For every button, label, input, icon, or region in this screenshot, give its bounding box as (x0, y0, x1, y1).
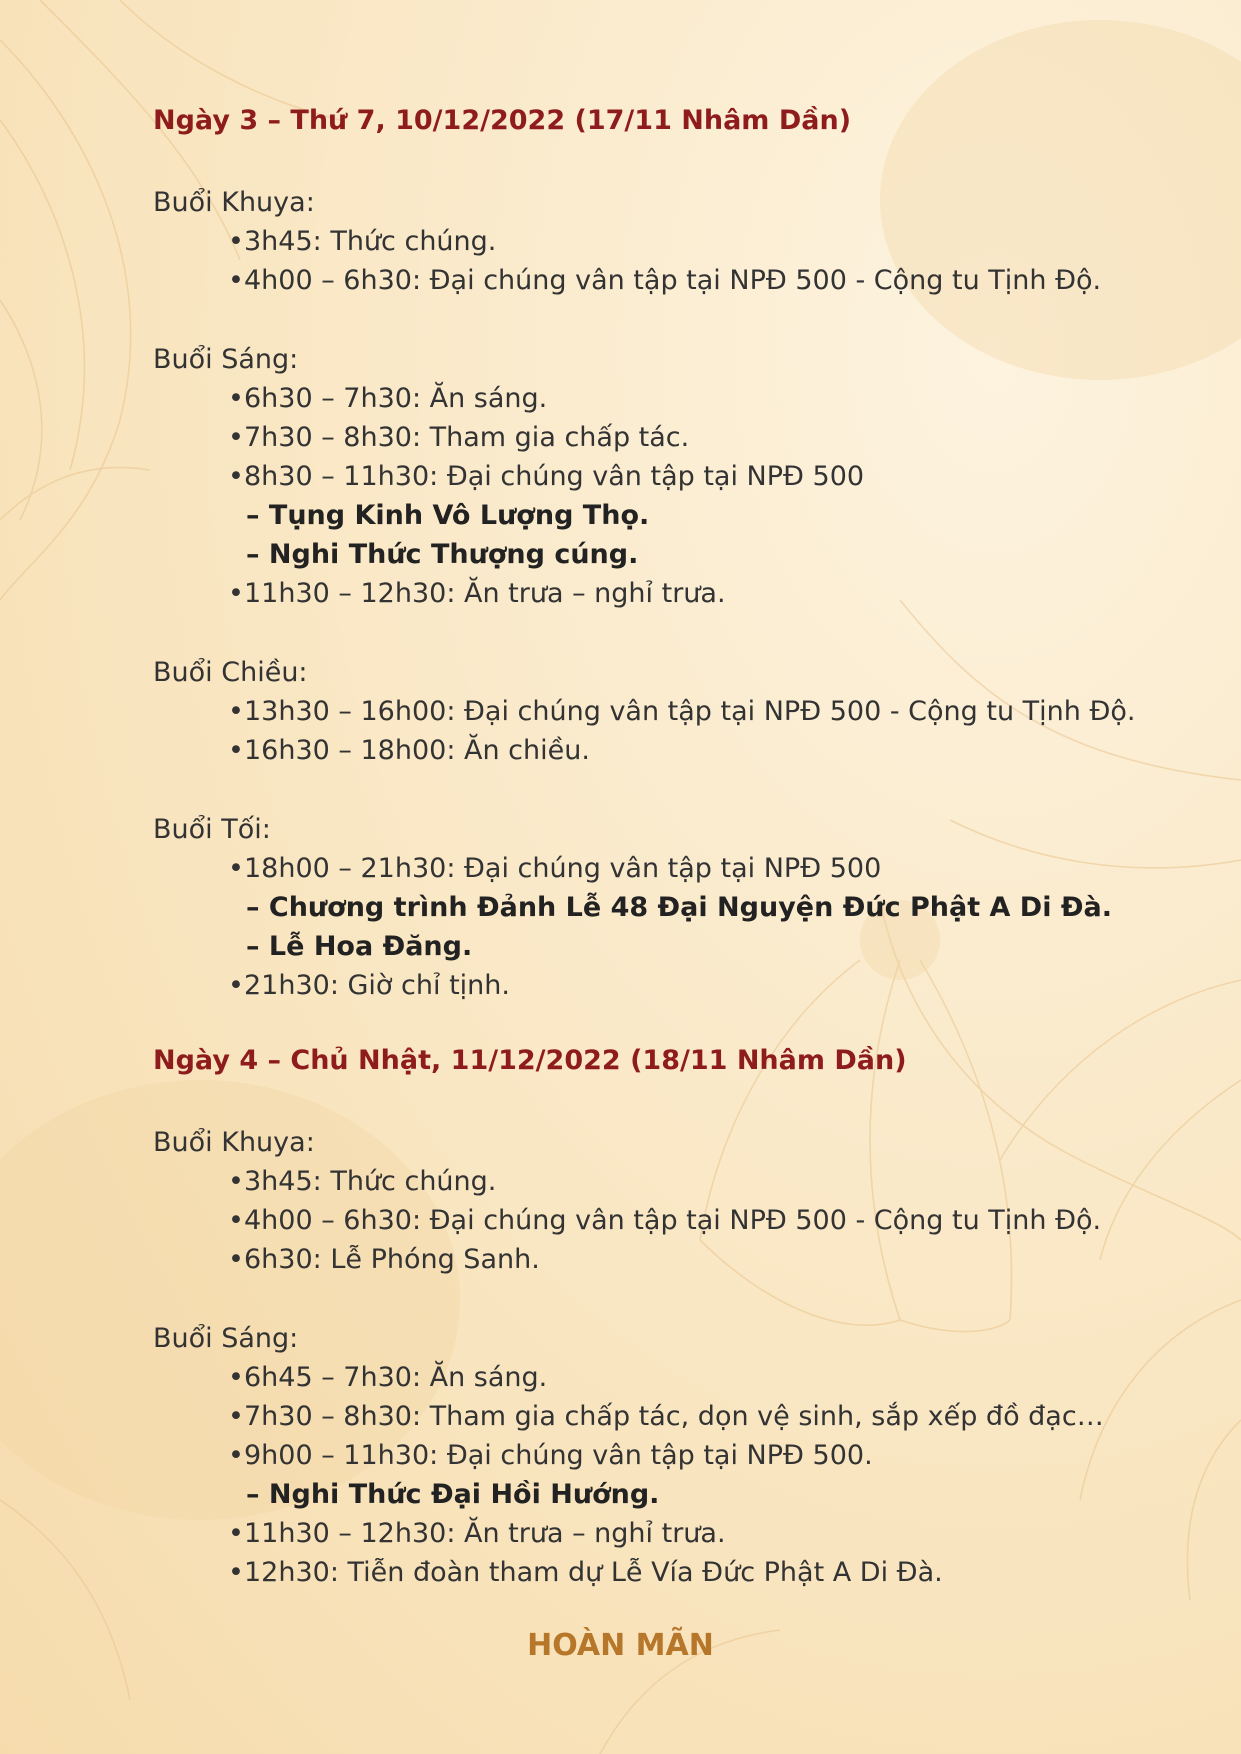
list-item: •7h30 – 8h30: Tham gia chấp tác. (228, 422, 690, 453)
day3-sang-label: Buổi Sáng: (153, 344, 299, 375)
list-item: •6h30 – 7h30: Ăn sáng. (228, 383, 548, 414)
sub-item: – Chương trình Đảnh Lễ 48 Đại Nguyện Đức Phật A Di Đà. (246, 892, 1112, 923)
day3-chieu-label: Buổi Chiều: (153, 657, 308, 688)
bullet-icon: • (228, 578, 244, 609)
list-item: •8h30 – 11h30: Đại chúng vân tập tại NPĐ 500 (228, 461, 865, 492)
bullet-icon: • (228, 970, 244, 1001)
bullet-icon: • (228, 1166, 244, 1197)
bullet-icon: • (228, 1440, 244, 1471)
list-item: •4h00 – 6h30: Đại chúng vân tập tại NPĐ 500 - Cộng tu Tịnh Độ. (228, 265, 1102, 296)
bullet-icon: • (228, 1401, 244, 1432)
sub-item: – Tụng Kinh Vô Lượng Thọ. (246, 500, 650, 531)
closing-text: HOÀN MÃN (527, 1628, 714, 1663)
bullet-icon: • (228, 1557, 244, 1588)
day4-heading: Ngày 4 – Chủ Nhật, 11/12/2022 (18/11 Nhâm Dần) (153, 1045, 907, 1076)
list-item: •3h45: Thức chúng. (228, 1166, 497, 1197)
day4-sang-label: Buổi Sáng: (153, 1323, 299, 1354)
day3-khuya-label: Buổi Khuya: (153, 187, 315, 218)
bullet-icon: • (228, 1362, 244, 1393)
sub-item: – Nghi Thức Thượng cúng. (246, 539, 639, 570)
list-item: •16h30 – 18h00: Ăn chiều. (228, 735, 590, 766)
bullet-icon: • (228, 1244, 244, 1275)
bullet-icon: • (228, 383, 244, 414)
bullet-icon: • (228, 1518, 244, 1549)
list-item: •4h00 – 6h30: Đại chúng vân tập tại NPĐ 500 - Cộng tu Tịnh Độ. (228, 1205, 1102, 1236)
list-item: •7h30 – 8h30: Tham gia chấp tác, dọn vệ sinh, sắp xếp đồ đạc… (228, 1401, 1104, 1432)
bullet-icon: • (228, 696, 244, 727)
list-item: •11h30 – 12h30: Ăn trưa – nghỉ trưa. (228, 1518, 726, 1549)
bullet-icon: • (228, 265, 244, 296)
list-item: •13h30 – 16h00: Đại chúng vân tập tại NPĐ 500 - Cộng tu Tịnh Độ. (228, 696, 1136, 727)
day4-khuya-label: Buổi Khuya: (153, 1127, 315, 1158)
sub-item: – Lễ Hoa Đăng. (246, 931, 473, 962)
list-item: •18h00 – 21h30: Đại chúng vân tập tại NPĐ 500 (228, 853, 882, 884)
sub-item: – Nghi Thức Đại Hồi Hướng. (246, 1479, 660, 1510)
day3-toi-label: Buổi Tối: (153, 814, 271, 845)
bullet-icon: • (228, 226, 244, 257)
bullet-icon: • (228, 853, 244, 884)
list-item: •12h30: Tiễn đoàn tham dự Lễ Vía Đức Phật A Di Đà. (228, 1557, 943, 1588)
bullet-icon: • (228, 461, 244, 492)
list-item: •6h45 – 7h30: Ăn sáng. (228, 1362, 548, 1393)
bullet-icon: • (228, 1205, 244, 1236)
list-item: •21h30: Giờ chỉ tịnh. (228, 970, 510, 1001)
bullet-icon: • (228, 422, 244, 453)
list-item: •11h30 – 12h30: Ăn trưa – nghỉ trưa. (228, 578, 726, 609)
list-item: •6h30: Lễ Phóng Sanh. (228, 1244, 540, 1275)
list-item: •9h00 – 11h30: Đại chúng vân tập tại NPĐ 500. (228, 1440, 873, 1471)
list-item: •3h45: Thức chúng. (228, 226, 497, 257)
day3-heading: Ngày 3 – Thứ 7, 10/12/2022 (17/11 Nhâm Dần) (153, 105, 852, 136)
bullet-icon: • (228, 735, 244, 766)
